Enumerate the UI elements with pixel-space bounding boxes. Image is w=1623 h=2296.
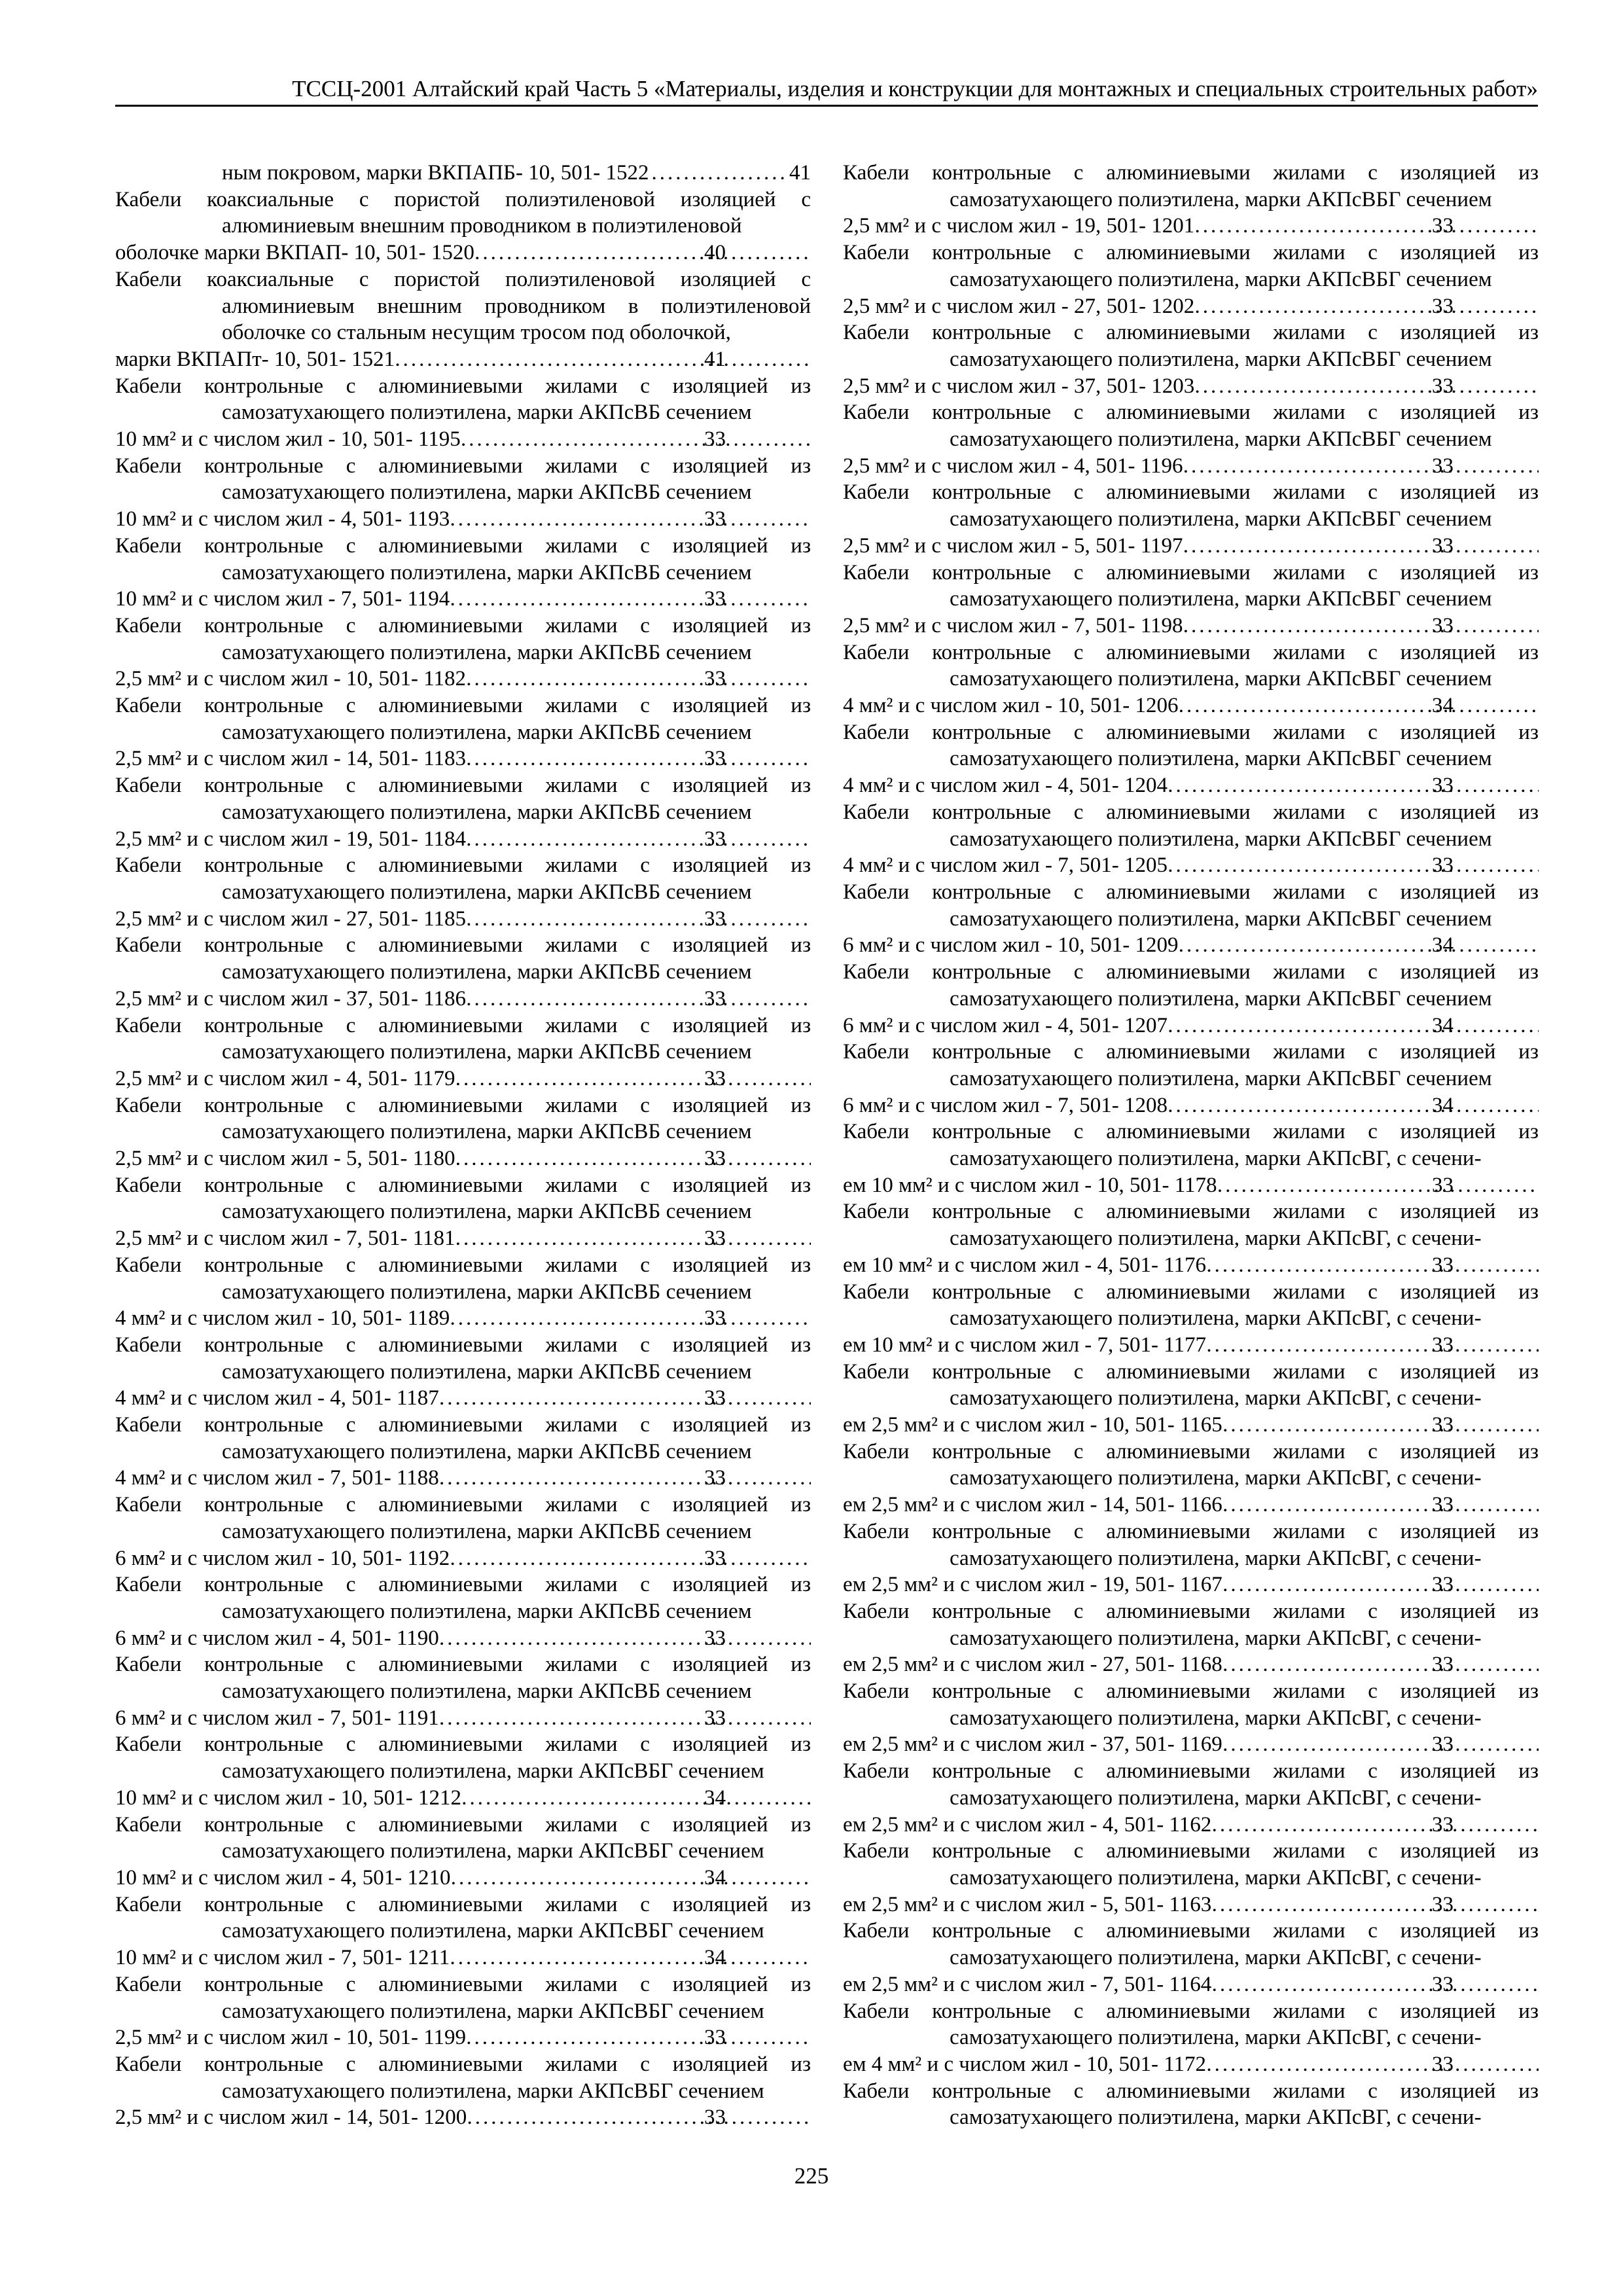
index-entry (843, 959, 1539, 1039)
index-entry-reference: 4 мм² и с числом жил - 10, 501- 1189 (115, 1306, 450, 1331)
index-entry-reference: 4 мм² и с числом жил - 7, 501- 1188 (115, 1466, 439, 1490)
index-entry (115, 1812, 811, 1892)
index-entry (115, 453, 811, 533)
index-entry-text: Кабели контрольные с алюминиевыми жилами с изоляцией из самозатухающего полиэтилена, марки АКПсВБГ сечением (843, 880, 1539, 931)
dot-leader (1206, 1252, 1539, 1279)
index-entry-reference: 10 мм² и с числом жил - 4, 501- 1193 (115, 507, 450, 531)
index-entry (115, 1092, 811, 1172)
index-entry-reference: 2,5 мм² и с числом жил - 5, 501- 1197 (843, 533, 1183, 558)
index-entry-text: Кабели контрольные с алюминиевыми жилами с изоляцией из самозатухающего полиэтилена, марки АКПсВБ сечением (115, 454, 811, 505)
index-entry-reference: 6 мм² и с числом жил - 10, 501- 1192 (115, 1546, 450, 1570)
index-entry-line: 2,5 мм² и с числом жил - 19, 501- 1201 ..... 33 (950, 213, 1539, 240)
index-entry (115, 932, 811, 1012)
dot-leader (1194, 213, 1539, 240)
index-entry-reference: ем 4 мм² и с числом жил - 10, 501- 1172 (843, 2052, 1207, 2076)
index-entry-reference: 2,5 мм² и с числом жил - 7, 501- 1198 (843, 613, 1183, 637)
index-entry (115, 1252, 811, 1332)
index-entry-reference: 6 мм² и с числом жил - 4, 501- 1190 (115, 1626, 439, 1650)
index-entry-line: 10 мм² и с числом жил - 4, 501- 1193 ..... 33 (222, 506, 811, 533)
index-entry-reference: 2,5 мм² и с числом жил - 27, 501- 1202 (843, 294, 1195, 318)
dot-leader (450, 586, 811, 613)
dot-leader (474, 240, 811, 266)
index-entry-line: 2,5 мм² и с числом жил - 7, 501- 1198 ..... 33 (950, 613, 1539, 639)
index-entry-reference: ем 10 мм² и с числом жил - 7, 501- 1177 (843, 1333, 1207, 1357)
index-entry-reference: ем 10 мм² и с числом жил - 4, 501- 1176 (843, 1253, 1207, 1277)
index-entry-text: Кабели контрольные с алюминиевыми жилами с изоляцией из самозатухающего полиэтилена, марки АКПсВБГ сечением (843, 800, 1539, 851)
index-entry-text: Кабели контрольные с алюминиевыми жилами с изоляцией из самозатухающего полиэтилена, марки АКПсВГ, с сечени- (843, 1120, 1539, 1171)
index-entry-reference: 10 мм² и с числом жил - 10, 501- 1195 (115, 427, 461, 452)
index-entry-reference: ным покровом, марки ВКПАПБ- 10, 501- 1522 (222, 161, 649, 185)
dot-leader (1222, 1571, 1539, 1598)
dot-leader (450, 506, 811, 533)
index-entry-line: 4 мм² и с числом жил - 10, 501- 1206 ..... 34 (950, 692, 1539, 719)
index-entry-text: Кабели контрольные с алюминиевыми жилами с изоляцией из самозатухающего полиэтилена, марки АКПсВБ сечением (115, 1573, 811, 1623)
index-entry-reference: 2,5 мм² и с числом жил - 10, 501- 1199 (115, 2026, 467, 2050)
index-entry-line: оболочке марки ВКПАП- 10, 501- 1520 ..... 40 (222, 240, 811, 266)
index-entry-text: Кабели контрольные с алюминиевыми жилами с изоляцией из самозатухающего полиэтилена, марки АКПсВБГ сечением (843, 1040, 1539, 1090)
index-entry-reference: 2,5 мм² и с числом жил - 7, 501- 1181 (115, 1227, 455, 1251)
dot-leader (1183, 453, 1539, 480)
index-entry-text: Кабели контрольные с алюминиевыми жилами с изоляцией из самозатухающего полиэтилена, марки АКПсВБ сечением (115, 1173, 811, 1224)
index-entry (843, 1838, 1539, 1918)
index-entry-reference: 2,5 мм² и с числом жил - 37, 501- 1203 (843, 374, 1195, 398)
index-entry-line: 2,5 мм² и с числом жил - 4, 501- 1196 ..... 33 (950, 453, 1539, 480)
dot-leader (466, 2024, 811, 2051)
index-entry-reference: ем 2,5 мм² и с числом жил - 27, 501- 1168 (843, 1653, 1222, 1677)
index-entry-reference: ем 2,5 мм² и с числом жил - 37, 501- 1169 (843, 1732, 1222, 1757)
index-entry-text: Кабели контрольные с алюминиевыми жилами с изоляцией из самозатухающего полиэтилена, марки АКПсВБГ сечением (843, 960, 1539, 1011)
dot-leader (450, 1945, 811, 1971)
index-entry-line: ем 4 мм² и с числом жил - 10, 501- 1172 ..... 33 (950, 2051, 1539, 2078)
dot-leader (439, 1465, 811, 1492)
index-entry-reference: 10 мм² и с числом жил - 7, 501- 1211 (115, 1946, 450, 1970)
dot-leader (466, 666, 811, 692)
index-entry-text: Кабели контрольные с алюминиевыми жилами с изоляцией из самозатухающего полиэтилена, марки АКПсВБГ сечением (115, 1812, 811, 1863)
index-entry (115, 1332, 811, 1412)
index-entry (115, 160, 811, 187)
index-entry (115, 1013, 811, 1092)
index-entry-reference: ем 2,5 мм² и с числом жил - 4, 501- 1162 (843, 1812, 1212, 1837)
index-entry-line: 10 мм² и с числом жил - 4, 501- 1210 ..... 34 (222, 1865, 811, 1892)
index-column-left (115, 160, 811, 2131)
index-entry-line: 2,5 мм² и с числом жил - 7, 501- 1181 ..... 33 (222, 1225, 811, 1252)
index-entry-line: 2,5 мм² и с числом жил - 4, 501- 1179 ..... 33 (222, 1066, 811, 1092)
index-entry-line: 2,5 мм² и с числом жил - 37, 501- 1186 ..... 33 (222, 986, 811, 1013)
index-entry-reference: 2,5 мм² и с числом жил - 14, 501- 1183 (115, 747, 467, 771)
index-entry (115, 1892, 811, 1971)
page-number: 225 (794, 2163, 829, 2189)
index-entry-line: ем 2,5 мм² и с числом жил - 37, 501- 1169 ..... 33 (950, 1731, 1539, 1758)
dot-leader (1211, 1892, 1539, 1918)
index-entry-reference: 2,5 мм² и с числом жил - 27, 501- 1185 (115, 906, 467, 931)
index-entry-text: Кабели контрольные с алюминиевыми жилами с изоляцией из самозатухающего полиэтилена, марки АКПсВБ сечением (115, 374, 811, 425)
index-entry-reference: 6 мм² и с числом жил - 10, 501- 1209 (843, 933, 1179, 958)
index-entry-reference: ем 2,5 мм² и с числом жил - 10, 501- 1165 (843, 1413, 1222, 1437)
index-entry-reference: 2,5 мм² и с числом жил - 4, 501- 1196 (843, 454, 1183, 478)
index-entry-text: Кабели коаксиальные с пористой полиэтиленовой изоляцией с алюминиевым внешним проводником в полиэтиленовой (115, 187, 811, 238)
index-entry-line: ем 2,5 мм² и с числом жил - 10, 501- 1165 ..... 33 (950, 1412, 1539, 1439)
index-entry-text: Кабели контрольные с алюминиевыми жилами с изоляцией из самозатухающего полиэтилена, марки АКПсВБ сечением (115, 1413, 811, 1463)
index-entry (843, 240, 1539, 319)
index-entry-reference: 2,5 мм² и с числом жил - 10, 501- 1182 (115, 667, 467, 691)
index-entry-text: Кабели контрольные с алюминиевыми жилами с изоляцией из самозатухающего полиэтилена, марки АКПсВБ сечением (115, 933, 811, 984)
index-entry (115, 1971, 811, 2051)
index-entry-line: 6 мм² и с числом жил - 4, 501- 1207 ..... 34 (950, 1013, 1539, 1039)
index-entry-reference: ем 2,5 мм² и с числом жил - 14, 501- 1166 (843, 1493, 1222, 1517)
index-entry-reference: 4 мм² и с числом жил - 7, 501- 1205 (843, 853, 1168, 878)
dot-leader (467, 2104, 811, 2131)
index-entry (843, 719, 1539, 799)
dot-leader (439, 1705, 811, 1732)
index-entry-text: Кабели контрольные с алюминиевыми жилами с изоляцией из самозатухающего полиэтилена, марки АКПсВБ сечением (115, 853, 811, 904)
index-entry-text: Кабели контрольные с алюминиевыми жилами с изоляцией из самозатухающего полиэтилена, марки АКПсВБ сечением (115, 1093, 811, 1144)
index-entry (843, 560, 1539, 639)
index-entry (115, 266, 811, 373)
dot-leader (1183, 613, 1539, 639)
index-entry-line: ем 10 мм² и с числом жил - 4, 501- 1176 ..... 33 (950, 1252, 1539, 1279)
index-entry-line: 4 мм² и с числом жил - 4, 501- 1204 ..... 33 (950, 772, 1539, 799)
index-entry (115, 187, 811, 266)
index-entry (843, 799, 1539, 879)
dot-leader (455, 1145, 811, 1172)
index-entry-text: Кабели контрольные с алюминиевыми жилами с изоляцией из самозатухающего полиэтилена, марки АКПсВБ сечением (115, 533, 811, 584)
index-entry-line: 10 мм² и с числом жил - 7, 501- 1211 ..... 34 (222, 1945, 811, 1971)
index-entry (843, 1518, 1539, 1598)
index-entry-text: Кабели контрольные с алюминиевыми жилами с изоляцией из самозатухающего полиэтилена, марки АКПсВБГ сечением (115, 1892, 811, 1943)
index-entry-line: ем 2,5 мм² и с числом жил - 4, 501- 1162 ..... 33 (950, 1812, 1539, 1839)
index-entry-text: Кабели контрольные с алюминиевыми жилами с изоляцией из самозатухающего полиэтилена, марки АКПсВГ, с сечени- (843, 1200, 1539, 1251)
index-entry-line: 2,5 мм² и с числом жил - 37, 501- 1203 ..... 33 (950, 373, 1539, 400)
index-entry-line: 6 мм² и с числом жил - 7, 501- 1191 ..... 33 (222, 1705, 811, 1732)
index-entry (843, 1998, 1539, 2078)
index-entry (115, 1651, 811, 1731)
index-entry (115, 1571, 811, 1651)
dot-leader (1211, 1812, 1539, 1839)
index-entry-reference: ем 10 мм² и с числом жил - 10, 501- 1178 (843, 1173, 1217, 1197)
index-entry (843, 1359, 1539, 1439)
index-entry-text: Кабели коаксиальные с пористой полиэтиленовой изоляцией с алюминиевым внешним проводником в полиэтиленовой оболочке со стальным несущим тросом под оболочкой, (115, 267, 811, 345)
index-entry-line: ем 2,5 мм² и с числом жил - 14, 501- 1166 ..... 33 (950, 1492, 1539, 1518)
index-entry (115, 772, 811, 852)
dot-leader (1194, 293, 1539, 320)
index-entry-reference: 2,5 мм² и с числом жил - 14, 501- 1200 (115, 2106, 467, 2130)
dot-leader (451, 1865, 812, 1892)
index-entry-line: 10 мм² и с числом жил - 7, 501- 1194 ..... 33 (222, 586, 811, 613)
dot-leader (395, 346, 811, 373)
dot-leader (455, 1066, 811, 1092)
index-entry-text: Кабели контрольные с алюминиевыми жилами с изоляцией из самозатухающего полиэтилена, марки АКПсВГ, с сечени- (843, 1999, 1539, 2050)
index-entry-line (222, 160, 811, 187)
index-entry-text: Кабели контрольные с алюминиевыми жилами с изоляцией из самозатухающего полиэтилена, марки АКПсВБ сечением (115, 1333, 811, 1384)
dot-leader (1206, 1332, 1539, 1359)
index-entry (115, 2051, 811, 2131)
dot-leader (450, 1545, 811, 1572)
index-entry-line: ем 2,5 мм² и с числом жил - 5, 501- 1163 ..... 33 (950, 1892, 1539, 1918)
dot-leader (461, 1785, 811, 1812)
index-entry (843, 879, 1539, 959)
index-entry-line: 2,5 мм² и с числом жил - 14, 501- 1200 ..... 33 (222, 2104, 811, 2131)
index-entry (115, 692, 811, 772)
dot-leader (466, 986, 811, 1013)
index-entry-reference: 10 мм² и с числом жил - 10, 501- 1212 (115, 1785, 461, 1810)
index-entry-text: Кабели контрольные с алюминиевыми жилами с изоляцией из самозатухающего полиэтилена, марки АКПсВБ сечением (115, 1653, 811, 1704)
dot-leader (1222, 1651, 1539, 1678)
index-entry (115, 1412, 811, 1492)
index-entry-line: 6 мм² и с числом жил - 10, 501- 1192 ..... 33 (222, 1545, 811, 1572)
index-entry-text: Кабели контрольные с алюминиевыми жилами с изоляцией из самозатухающего полиэтилена, марки АКПсВГ, с сечени- (843, 1759, 1539, 1810)
index-entry (843, 319, 1539, 399)
index-entry-line: 4 мм² и с числом жил - 10, 501- 1189 ..... 33 (222, 1305, 811, 1332)
index-entry-text: Кабели контрольные с алюминиевыми жилами с изоляцией из самозатухающего полиэтилена, марки АКПсВГ, с сечени- (843, 1359, 1539, 1410)
index-entry-text: Кабели контрольные с алюминиевыми жилами с изоляцией из самозатухающего полиэтилена, марки АКПсВБГ сечением (843, 720, 1539, 771)
index-entry-line: ем 10 мм² и с числом жил - 7, 501- 1177 ..... 33 (950, 1332, 1539, 1359)
dot-leader (1222, 1412, 1539, 1439)
index-entry-text: Кабели контрольные с алюминиевыми жилами с изоляцией из самозатухающего полиэтилена, марки АКПсВБ сечением (115, 1013, 811, 1064)
index-entry-text: Кабели контрольные с алюминиевыми жилами с изоляцией из самозатухающего полиэтилена, марки АКПсВБ сечением (115, 1253, 811, 1304)
index-entry-text: Кабели контрольные с алюминиевыми жилами с изоляцией из самозатухающего полиэтилена, марки АКПсВБГ сечением (115, 2052, 811, 2103)
index-entry (115, 533, 811, 613)
dot-leader (1168, 1013, 1539, 1039)
index-entry (843, 639, 1539, 719)
index-entry (843, 1598, 1539, 1678)
dot-leader (1194, 373, 1539, 400)
index-entry-text: Кабели контрольные с алюминиевыми жилами с изоляцией из самозатухающего полиэтилена, марки АКПсВГ, с сечени- (843, 1919, 1539, 1970)
index-entry-line: ем 2,5 мм² и с числом жил - 19, 501- 1167 ..... 33 (950, 1571, 1539, 1598)
index-entry-text: Кабели контрольные с алюминиевыми жилами с изоляцией из самозатухающего полиэтилена, марки АКПсВГ, с сечени- (843, 2079, 1539, 2130)
dot-leader (466, 745, 811, 772)
dot-leader (1179, 692, 1539, 719)
dot-leader (649, 160, 789, 187)
index-entry (843, 1918, 1539, 1998)
index-entry (843, 1439, 1539, 1518)
page-header: ТССЦ-2001 Алтайский край Часть 5 «Материалы, изделия и конструкции для монтажных и специальных строительных работ» (115, 73, 1538, 107)
index-entry-line: 2,5 мм² и с числом жил - 10, 501- 1182 ..... 33 (222, 666, 811, 692)
index-entry (115, 1492, 811, 1571)
dot-leader (1211, 1971, 1539, 1998)
index-entry-text: Кабели контрольные с алюминиевыми жилами с изоляцией из самозатухающего полиэтилена, марки АКПсВБГ сечением (115, 1732, 811, 1784)
index-entry-reference: 10 мм² и с числом жил - 7, 501- 1194 (115, 587, 450, 611)
index-entry-reference: 4 мм² и с числом жил - 4, 501- 1187 (115, 1386, 439, 1410)
dot-leader (461, 426, 811, 453)
index-entry (843, 2078, 1539, 2131)
index-entry (115, 1731, 811, 1811)
index-entry-text: Кабели контрольные с алюминиевыми жилами с изоляцией из самозатухающего полиэтилена, марки АКПсВБГ сечением (843, 241, 1539, 291)
index-entry-line: 4 мм² и с числом жил - 7, 501- 1188 ..... 33 (222, 1465, 811, 1492)
index-entry (843, 160, 1539, 240)
index-entry (115, 852, 811, 932)
index-entry (115, 373, 811, 453)
index-entry-text: Кабели контрольные с алюминиевыми жилами с изоляцией из самозатухающего полиэтилена, марки АКПсВГ, с сечени- (843, 1839, 1539, 1890)
index-entry (843, 399, 1539, 479)
index-entry-reference: 2,5 мм² и с числом жил - 4, 501- 1179 (115, 1066, 455, 1090)
index-entry-line: 4 мм² и с числом жил - 4, 501- 1187 ..... 33 (222, 1385, 811, 1412)
index-entry (843, 479, 1539, 559)
index-entry-line: 10 мм² и с числом жил - 10, 501- 1212 ..... 34 (222, 1785, 811, 1812)
dot-leader (1168, 852, 1539, 879)
index-entry-line: 10 мм² и с числом жил - 10, 501- 1195 ..... 33 (222, 426, 811, 453)
index-entry-line: 2,5 мм² и с числом жил - 10, 501- 1199 ..... 33 (222, 2024, 811, 2051)
index-entry-line: 4 мм² и с числом жил - 7, 501- 1205 ..... 33 (950, 852, 1539, 879)
dot-leader (1222, 1492, 1539, 1518)
index-entry-line: 2,5 мм² и с числом жил - 5, 501- 1180 ..... 33 (222, 1145, 811, 1172)
index-entry-line: 6 мм² и с числом жил - 4, 501- 1190 ..... 33 (222, 1625, 811, 1652)
index-entry-reference: оболочке марки ВКПАП- 10, 501- 1520 (115, 241, 474, 265)
index-entry-line: ем 2,5 мм² и с числом жил - 7, 501- 1164 ..... 33 (950, 1971, 1539, 1998)
index-entry-text: Кабели контрольные с алюминиевыми жилами с изоляцией из самозатухающего полиэтилена, марки АКПсВБ сечением (115, 774, 811, 824)
index-entry-text: Кабели контрольные с алюминиевыми жилами с изоляцией из самозатухающего полиэтилена, марки АКПсВБГ сечением (843, 480, 1539, 531)
index-entry-line: 6 мм² и с числом жил - 7, 501- 1208 ..... 34 (950, 1092, 1539, 1119)
index-entry-line: ем 10 мм² и с числом жил - 10, 501- 1178 ..... 33 (950, 1172, 1539, 1199)
index-entry-text: Кабели контрольные с алюминиевыми жилами с изоляцией из самозатухающего полиэтилена, марки АКПсВБГ сечением (115, 1972, 811, 2023)
dot-leader (1179, 932, 1539, 959)
index-entry-text: Кабели контрольные с алюминиевыми жилами с изоляцией из самозатухающего полиэтилена, марки АКПсВБ сечением (115, 694, 811, 744)
index-entry-reference: ем 2,5 мм² и с числом жил - 5, 501- 1163 (843, 1892, 1212, 1916)
index-entry (843, 1039, 1539, 1119)
index-entry-text: Кабели контрольные с алюминиевыми жилами с изоляцией из самозатухающего полиэтилена, марки АКПсВБ сечением (115, 613, 811, 664)
index-entry-reference: 4 мм² и с числом жил - 4, 501- 1204 (843, 774, 1168, 798)
dot-leader (439, 1625, 811, 1652)
index-entry-line: 2,5 мм² и с числом жил - 27, 501- 1185 ..... 33 (222, 906, 811, 933)
index-entry-text: Кабели контрольные с алюминиевыми жилами с изоляцией из самозатухающего полиэтилена, марки АКПсВБГ сечением (843, 401, 1539, 452)
index-entry (115, 613, 811, 692)
index-entry (843, 1119, 1539, 1198)
index-entry-page: 41 (789, 161, 811, 185)
index-entry-reference: ем 2,5 мм² и с числом жил - 7, 501- 1164 (843, 1972, 1212, 1996)
index-entry-text: Кабели контрольные с алюминиевыми жилами с изоляцией из самозатухающего полиэтилена, марки АКПсВГ, с сечени- (843, 1679, 1539, 1730)
index-entry-text: Кабели контрольные с алюминиевыми жилами с изоляцией из самозатухающего полиэтилена, марки АКПсВГ, с сечени- (843, 1280, 1539, 1331)
index-entry-reference: 2,5 мм² и с числом жил - 37, 501- 1186 (115, 986, 467, 1011)
index-entry-reference: ем 2,5 мм² и с числом жил - 19, 501- 1167 (843, 1573, 1222, 1597)
index-entry-line: ем 2,5 мм² и с числом жил - 27, 501- 1168 ..... 33 (950, 1651, 1539, 1678)
dot-leader (466, 906, 811, 933)
index-entry-reference: 6 мм² и с числом жил - 4, 501- 1207 (843, 1013, 1168, 1037)
index-entry-text: Кабели контрольные с алюминиевыми жилами с изоляцией из самозатухающего полиэтилена, марки АКПсВБГ сечением (843, 161, 1539, 211)
index-entry-text: Кабели контрольные с алюминиевыми жилами с изоляцией из самозатухающего полиэтилена, марки АКПсВГ, с сечени- (843, 1439, 1539, 1490)
index-entry (843, 1758, 1539, 1838)
index-entry-line: 2,5 мм² и с числом жил - 19, 501- 1184 ..... 33 (222, 826, 811, 853)
index-entry-reference: марки ВКПАПт- 10, 501- 1521 (115, 347, 395, 371)
index-entry-reference: 2,5 мм² и с числом жил - 19, 501- 1184 (115, 827, 467, 851)
index-entry-text: Кабели контрольные с алюминиевыми жилами с изоляцией из самозатухающего полиэтилена, марки АКПсВБ сечением (115, 1493, 811, 1543)
dot-leader (1217, 1172, 1539, 1199)
dot-leader (466, 826, 811, 853)
index-entry-line: 2,5 мм² и с числом жил - 14, 501- 1183 ..... 33 (222, 745, 811, 772)
index-entry-text: Кабели контрольные с алюминиевыми жилами с изоляцией из самозатухающего полиэтилена, марки АКПсВГ, с сечени- (843, 1519, 1539, 1570)
index-entry-line: 2,5 мм² и с числом жил - 27, 501- 1202 ..... 33 (950, 293, 1539, 320)
dot-leader (1183, 533, 1539, 560)
index-entry (115, 1172, 811, 1252)
index-entry-text: Кабели контрольные с алюминиевыми жилами с изоляцией из самозатухающего полиэтилена, марки АКПсВБГ сечением (843, 560, 1539, 611)
index-entry-text: Кабели контрольные с алюминиевыми жилами с изоляцией из самозатухающего полиэтилена, марки АКПсВГ, с сечени- (843, 1599, 1539, 1650)
index-entry-text: Кабели контрольные с алюминиевыми жилами с изоляцией из самозатухающего полиэтилена, марки АКПсВБГ сечением (843, 640, 1539, 691)
index-entry-reference: 6 мм² и с числом жил - 7, 501- 1208 (843, 1093, 1168, 1117)
index-entry-reference: 4 мм² и с числом жил - 10, 501- 1206 (843, 694, 1179, 718)
index-entry-line: 2,5 мм² и с числом жил - 5, 501- 1197 ..... 33 (950, 533, 1539, 560)
index-entry-reference: 10 мм² и с числом жил - 4, 501- 1210 (115, 1866, 451, 1890)
index-entry (843, 1678, 1539, 1758)
dot-leader (1222, 1731, 1539, 1758)
index-entry-reference: 2,5 мм² и с числом жил - 5, 501- 1180 (115, 1147, 455, 1171)
index-entry (843, 1198, 1539, 1278)
dot-leader (1168, 772, 1539, 799)
index-column-right (843, 160, 1539, 2131)
dot-leader (450, 1305, 811, 1332)
dot-leader (455, 1225, 811, 1252)
index-entry (843, 1279, 1539, 1359)
dot-leader (439, 1385, 811, 1412)
index-entry-text: Кабели контрольные с алюминиевыми жилами с изоляцией из самозатухающего полиэтилена, марки АКПсВБГ сечением (843, 321, 1539, 371)
index-entry-reference: 6 мм² и с числом жил - 7, 501- 1191 (115, 1706, 439, 1730)
dot-leader (1168, 1092, 1539, 1119)
index-entry-reference: 2,5 мм² и с числом жил - 19, 501- 1201 (843, 214, 1195, 238)
index-entry-line: 6 мм² и с числом жил - 10, 501- 1209 ..... 34 (950, 932, 1539, 959)
index-entry-line: марки ВКПАПт- 10, 501- 1521 ..... 41 (222, 346, 811, 373)
dot-leader (1206, 2051, 1539, 2078)
